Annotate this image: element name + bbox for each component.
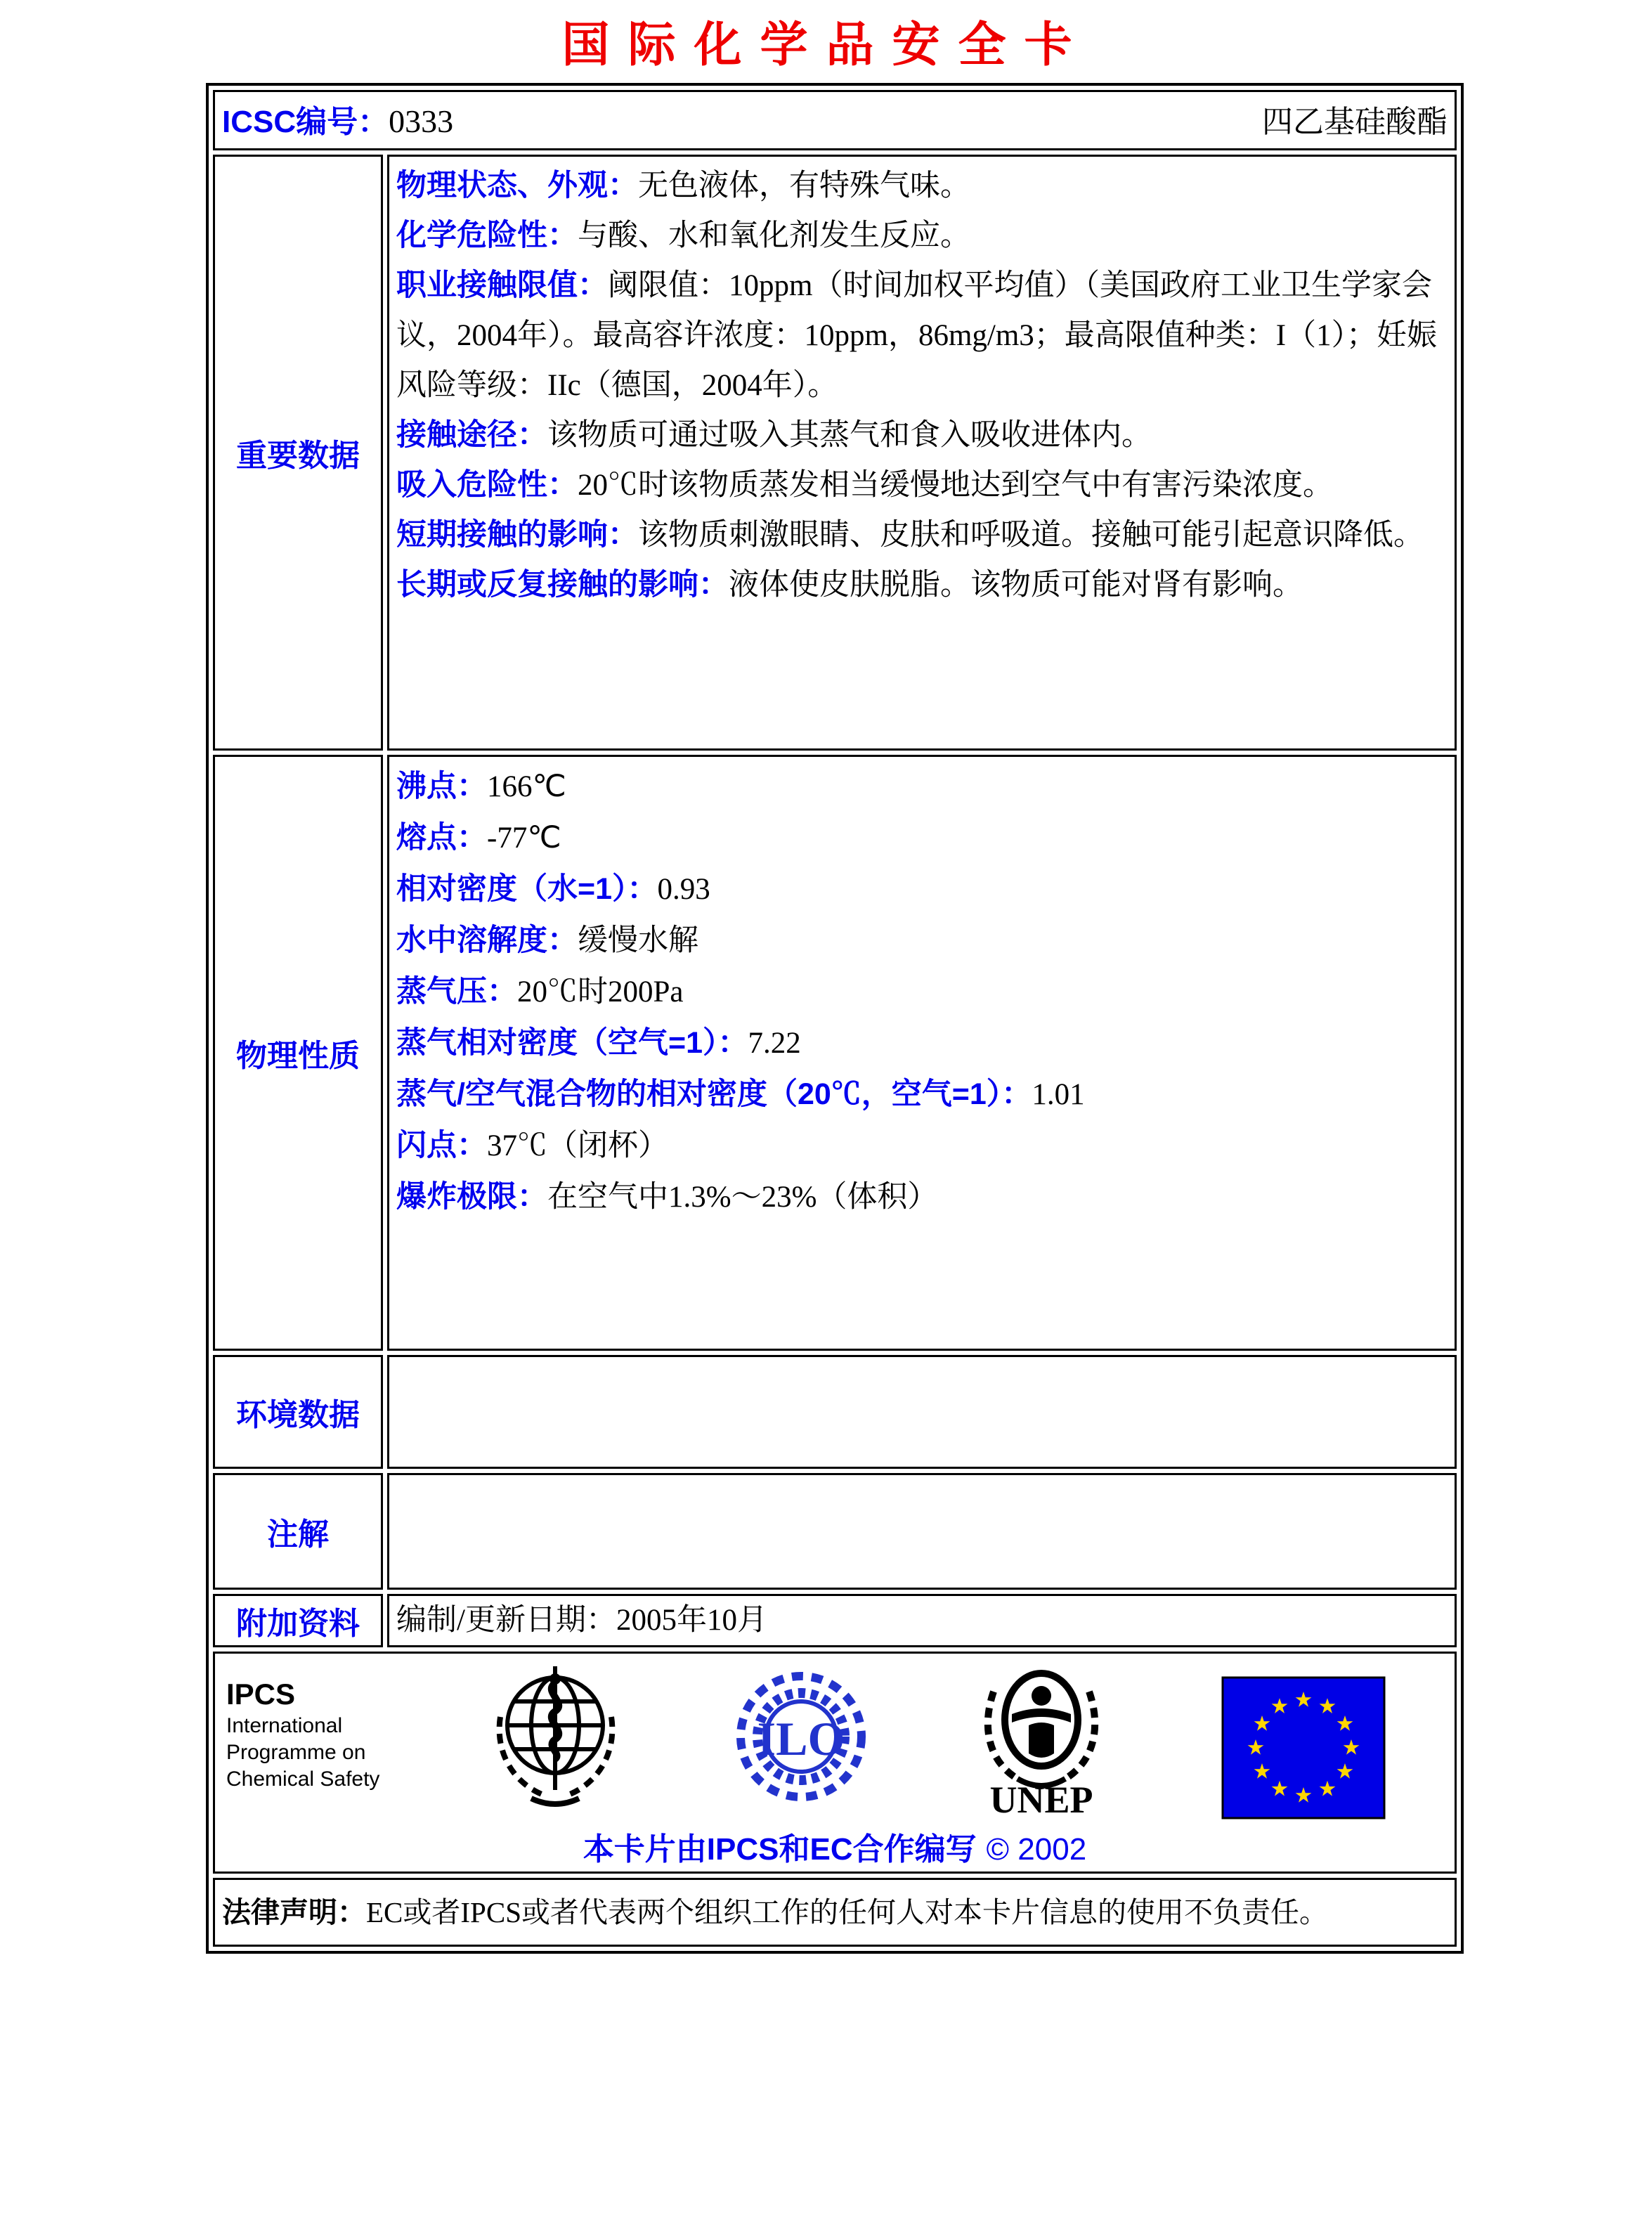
icsc-number-label: ICSC编号： (222, 105, 389, 139)
entry-physical-state: 物理状态、外观：无色液体，有特殊气味。 (396, 169, 970, 202)
entry-vapor-air-density: 蒸气/空气混合物的相对密度（20℃，空气=1）：1.01 (396, 1077, 1085, 1111)
chemical-name: 四乙基硅酸酯 (1262, 105, 1448, 139)
legal-row (213, 1878, 1457, 1947)
entry-occupational-limit: 职业接触限值：阈限值：10ppm（时间加权平均值）（美国政府工业卫生学家会议，2004年）。最高容许浓度：10ppm，86mg/m3；最高限值种类：I（1）；妊娠风险等级：IIc（德国，2004年）。 (396, 268, 1438, 402)
unep-logo-text: UNEP (989, 1779, 1093, 1817)
logos-row (213, 1652, 1457, 1874)
cooperation-caption (222, 1824, 1448, 1869)
update-date-label: 编制/更新日期： (396, 1604, 616, 1637)
copyright-text: © 2002 (986, 1832, 1087, 1867)
icsc-number (222, 96, 453, 141)
section-content-environmental-data (387, 1355, 1457, 1469)
entry-chemical-danger: 化学危险性：与酸、水和氧化剂发生反应。 (396, 219, 970, 252)
entry-flash-point: 闪点：37℃（闭杯） (396, 1129, 668, 1162)
entry-short-term-effects: 短期接触的影响：该物质刺激眼睛、皮肤和呼吸道。接触可能引起意识降低。 (396, 518, 1424, 552)
entry-exposure-route: 接触途径：该物质可通过吸入其蒸气和食入吸收进体内。 (396, 418, 1152, 452)
entry-explosion-limits: 爆炸极限：在空气中1.3%～23%（体积） (396, 1180, 938, 1214)
entry-relative-density: 相对密度（水=1）：0.93 (396, 872, 710, 906)
section-label-additional-info: 附加资料 (213, 1594, 383, 1647)
section-content-physical-properties (387, 755, 1457, 1351)
eu-flag-icon (1221, 1676, 1386, 1819)
section-label-physical-properties: 物理性质 (213, 755, 383, 1351)
entry-long-term-effects: 长期或反复接触的影响：液体使皮肤脱脂。该物质可能对肾有影响。 (396, 568, 1303, 602)
entry-melting-point: 熔点：-77℃ (396, 821, 561, 855)
section-label-environmental-data: 环境数据 (213, 1355, 383, 1469)
ilo-logo-icon (735, 1671, 869, 1804)
legal-label: 法律声明： (222, 1896, 366, 1928)
entry-vapor-density: 蒸气相对密度（空气=1）：7.22 (396, 1026, 801, 1060)
section-content-important-data (387, 155, 1457, 751)
icsc-number-value: 0333 (389, 103, 454, 139)
update-date-value: 2005年10月 (616, 1604, 767, 1637)
ipcs-text-block: IPCS International Programme on Chemical Safety (222, 1659, 437, 1793)
who-logo-icon (483, 1661, 628, 1811)
section-content-notes (387, 1473, 1457, 1590)
section-label-notes: 注解 (213, 1473, 383, 1590)
entry-boiling-point: 沸点：166℃ (396, 770, 566, 803)
ipcs-acronym: IPCS (226, 1678, 296, 1711)
section-label-important-data: 重要数据 (213, 155, 383, 751)
ilo-logo-text: ILO (757, 1712, 845, 1765)
page-title: 国际化学品安全卡 (561, 18, 1091, 72)
caption-text: 本卡片由IPCS和EC合作编写 (583, 1832, 977, 1867)
entry-inhalation-risk: 吸入危险性：20℃时该物质蒸发相当缓慢地达到空气中有害污染浓度。 (396, 468, 1333, 502)
legal-text: EC或者IPCS或者代表两个组织工作的任何人对本卡片信息的使用不负责任。 (366, 1896, 1328, 1928)
entry-water-solubility: 水中溶解度：缓慢水解 (396, 923, 698, 957)
header-row (213, 90, 1457, 150)
unep-logo-icon (975, 1666, 1109, 1817)
icsc-card-table (206, 83, 1464, 1954)
section-content-additional-info (387, 1594, 1457, 1647)
entry-vapor-pressure: 蒸气压：20℃时200Pa (396, 975, 684, 1008)
